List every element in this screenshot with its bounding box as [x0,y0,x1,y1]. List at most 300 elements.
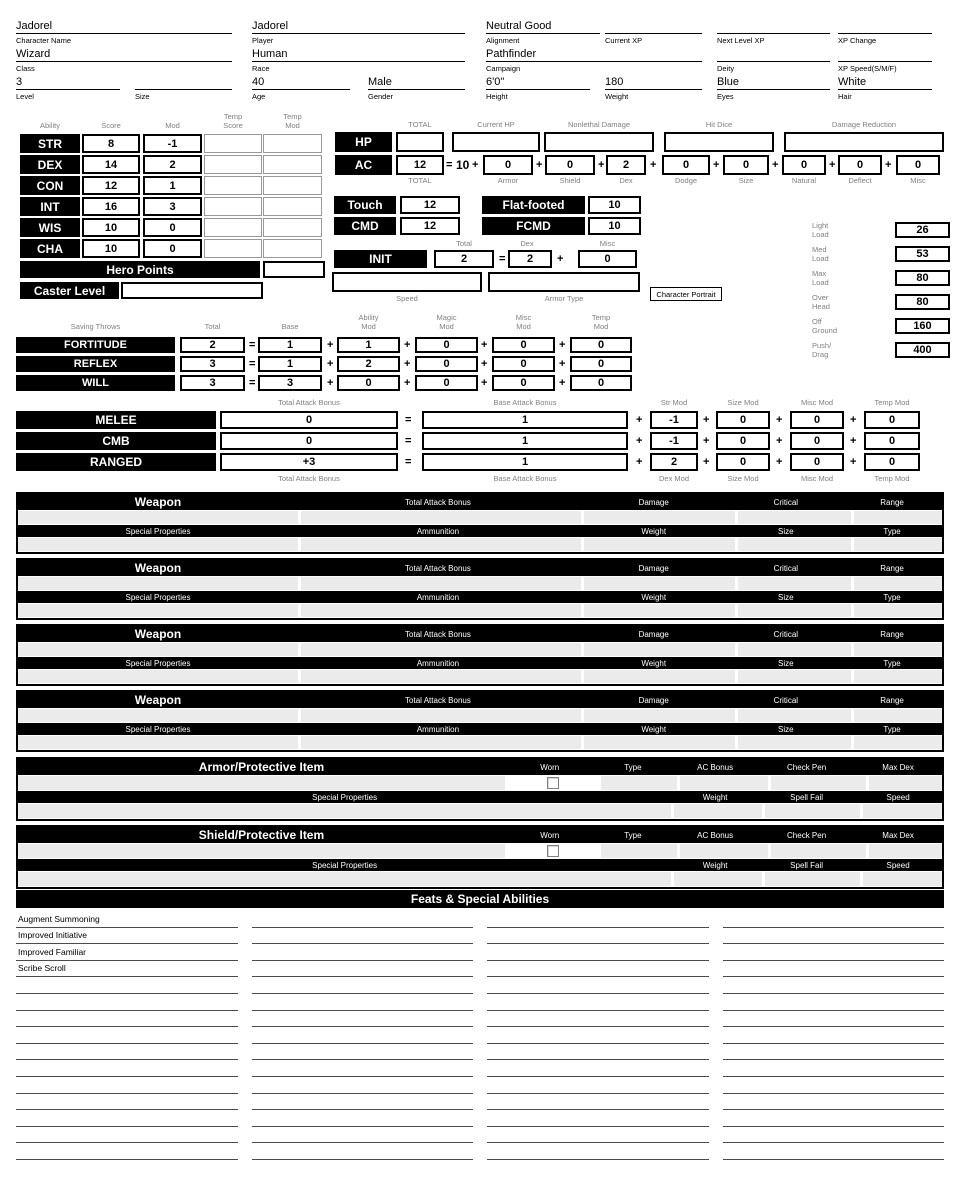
ac-dodge-field[interactable]: 0 [662,155,710,175]
attack-bottom-header-dex: Dex Mod [658,474,689,483]
ability-score-int[interactable]: 16 [82,197,140,216]
armoritem-spell-fail-field[interactable] [765,872,860,886]
worn-checkbox[interactable] [547,845,559,857]
feat-line[interactable] [723,1060,945,1077]
feat-line[interactable] [16,977,238,994]
save-reflex-temp[interactable]: 0 [570,356,632,372]
attack-bottom-header-total: Total Attack Bonus [278,474,340,483]
ranged-temp-field[interactable]: 0 [864,453,920,471]
weapon-name-field[interactable] [18,709,298,722]
ability-score-con[interactable]: 12 [82,176,140,195]
hero-points-value[interactable] [263,261,325,278]
init-misc-field[interactable]: 0 [578,250,637,268]
init-header-total: Total [456,239,472,248]
ability-score-wis[interactable]: 10 [82,218,140,237]
armoritem-header-special: Special Properties [312,792,378,802]
cmb-misc-field[interactable]: 0 [790,432,844,450]
next-level-xp-value[interactable] [717,19,830,34]
cmd-field[interactable]: 12 [400,217,460,235]
load-max-line2: Load [812,277,829,287]
saves-header-total: Total [204,322,221,331]
feat-line[interactable] [16,1110,238,1127]
load-med-field[interactable]: 53 [895,246,950,262]
feats-column-3 [487,911,709,1160]
saves-ability-line1: Ability [358,313,379,322]
ranged-total-field[interactable]: +3 [220,453,398,471]
field-weight [605,75,702,101]
hp-header-hit-dice: Hit Dice [705,120,733,129]
save-will-ability[interactable]: 0 [337,375,400,391]
weapon-size-field[interactable] [738,736,851,749]
feat-line[interactable] [487,961,709,978]
feat-line[interactable] [252,928,474,945]
save-fort-plus3: + [481,339,488,351]
weapon-name-field[interactable] [18,511,298,524]
feat-line[interactable] [487,1027,709,1044]
ranged-misc-field[interactable]: 0 [790,453,844,471]
weapon-title: Weapon [134,495,182,509]
flat-footed-field[interactable]: 10 [588,196,641,214]
flat-footed-label: Flat-footed [482,196,585,214]
weapon-header-weight: Weight [641,724,667,734]
weapon-damage-field[interactable] [584,643,736,656]
weapon-total-field[interactable] [301,643,581,656]
feat-line[interactable] [252,1011,474,1028]
load-pushdrag-field[interactable]: 400 [895,342,950,358]
field-current-xp [605,19,702,45]
feat-line[interactable] [16,994,238,1011]
armoritem-weight-field[interactable] [674,872,762,886]
armoritem-header-weight: Weight [702,860,728,870]
save-fortitude-ability[interactable]: 1 [337,337,400,353]
weapon-name-field[interactable] [18,643,298,656]
hp-hit-dice-field[interactable] [664,132,774,152]
load-offground-field[interactable]: 160 [895,318,950,334]
save-will-temp[interactable]: 0 [570,375,632,391]
weight-value[interactable]: 180 [605,75,702,90]
feat-line[interactable]: Improved Familiar [16,944,238,961]
feat-line[interactable] [252,1027,474,1044]
feat-line[interactable] [723,1077,945,1094]
melee-size-field[interactable]: 0 [716,411,770,429]
save-will-base[interactable]: 3 [258,375,322,391]
player-value[interactable]: Jadorel [252,19,465,34]
next-level-xp-label: Next Level XP [717,35,765,45]
feat-line[interactable] [487,1143,709,1160]
saves-header-misc [492,314,555,331]
weapon-special-field[interactable] [18,604,298,617]
feat-line[interactable] [723,994,945,1011]
hp-header-total: TOTAL [408,120,432,129]
armoritem-speed-field[interactable] [863,872,942,886]
weapon-size-field[interactable] [738,604,851,617]
feat-line[interactable] [487,1011,709,1028]
ability-mod-str[interactable]: -1 [143,134,202,153]
feat-line[interactable] [252,994,474,1011]
armoritem-spell-fail-field[interactable] [765,804,860,818]
ac-size-field[interactable]: 0 [723,155,769,175]
armoritem-max-dex-field[interactable] [869,776,942,790]
weapon-type-field[interactable] [854,670,942,683]
feat-line[interactable] [16,1027,238,1044]
field-xp-speed [838,47,932,73]
weapon-range-field[interactable] [854,709,942,722]
feat-line[interactable] [723,1094,945,1111]
feat-line[interactable] [252,1060,474,1077]
melee-misc-field[interactable]: 0 [790,411,844,429]
load-light-field[interactable]: 26 [895,222,950,238]
weapon-header-size: Size [778,724,794,734]
ability-mod-con[interactable]: 1 [143,176,202,195]
weapon-total-field[interactable] [301,577,581,590]
feat-line[interactable] [16,1077,238,1094]
armoritem-speed-field[interactable] [863,804,942,818]
load-offground-line2: Ground [812,325,838,335]
weapon-special-field[interactable] [18,670,298,683]
campaign-value[interactable]: Pathfinder [486,47,702,62]
feat-line[interactable] [487,928,709,945]
armor-type-field[interactable] [488,272,640,292]
weapon-ammunition-field[interactable] [301,538,581,551]
ability-temp-score-con[interactable] [204,176,262,195]
speed-field[interactable] [332,272,482,292]
ac-dex-field[interactable]: 2 [606,155,646,175]
feat-line[interactable] [16,1011,238,1028]
hp-label: HP [335,132,392,152]
field-campaign [486,47,702,73]
class-value[interactable]: Wizard [16,47,232,62]
ability-score-dex[interactable]: 14 [82,155,140,174]
saves-magic-line1: Magic [436,313,457,322]
weapon-special-field[interactable] [18,736,298,749]
weapon-ammunition-field[interactable] [301,604,581,617]
ability-temp-mod-int[interactable] [263,197,322,216]
eyes-label: Eyes [717,91,734,101]
melee-total-field[interactable]: 0 [220,411,398,429]
weapon-ammunition-field[interactable] [301,670,581,683]
save-fortitude-total[interactable]: 2 [180,337,245,353]
weapon-weight-field[interactable] [584,538,736,551]
weapon-total-field[interactable] [301,709,581,722]
ability-score-str[interactable]: 8 [82,134,140,153]
ac-shield-field[interactable]: 0 [545,155,595,175]
armoritem-type-field[interactable] [601,844,678,858]
cmb-size-field[interactable]: 0 [716,432,770,450]
cmb-eq: = [405,435,412,447]
feat-line[interactable]: Scribe Scroll [16,961,238,978]
weapon-weight-field[interactable] [584,670,736,683]
hp-current-field[interactable] [452,132,540,152]
ability-temp-score-wis[interactable] [204,218,262,237]
weapon-critical-field[interactable] [738,643,851,656]
armoritem-header-ac-bonus: AC Bonus [697,762,734,772]
armoritem-weight-field[interactable] [674,804,762,818]
weapon-weight-field[interactable] [584,736,736,749]
cmb-plus1: + [636,435,643,447]
weapon-header-total-attack-bonus: Total Attack Bonus [405,563,471,573]
feat-line[interactable] [252,1094,474,1111]
ac-deflect-field[interactable]: 0 [838,155,882,175]
armoritem-ac-bonus-field[interactable] [680,776,768,790]
ac-natural-field[interactable]: 0 [782,155,826,175]
armoritem-check-pen-field[interactable] [771,776,866,790]
weapon-size-field[interactable] [738,670,851,683]
field-class [16,47,232,73]
melee-temp-field[interactable]: 0 [864,411,920,429]
speed-label: Speed [396,294,418,303]
feat-line[interactable] [252,1110,474,1127]
character-name-value[interactable]: Jadorel [16,19,232,34]
ability-temp-score-cha[interactable] [204,239,262,258]
ability-mod-dex[interactable]: 2 [143,155,202,174]
weapon-size-field[interactable] [738,538,851,551]
weapon-weight-field[interactable] [584,604,736,617]
ac-plus-op-7: + [829,159,836,171]
init-dex-field[interactable]: 2 [508,250,552,268]
weapon-header-range: Range [880,497,904,507]
feat-line[interactable] [487,1110,709,1127]
armoritem-ac-bonus-field[interactable] [680,844,768,858]
ac-plus-op-4: + [650,159,657,171]
feat-line[interactable] [252,977,474,994]
feat-line[interactable]: Improved Initiative [16,928,238,945]
save-fortitude-temp[interactable]: 0 [570,337,632,353]
race-value[interactable]: Human [252,47,465,62]
feat-line[interactable] [252,1077,474,1094]
feat-line[interactable] [16,1094,238,1111]
ability-temp-score-dex[interactable] [204,155,262,174]
feat-line[interactable] [723,1044,945,1061]
hp-total-field[interactable] [396,132,444,152]
hp-damage-reduction-field[interactable] [784,132,944,152]
weapon-header-special-properties: Special Properties [125,592,191,602]
ability-temp-mod-str[interactable] [263,134,322,153]
feat-line[interactable] [16,1060,238,1077]
save-reflex-ability[interactable]: 2 [337,356,400,372]
weapon-header-ammunition: Ammunition [416,526,460,536]
weapon-damage-field[interactable] [584,709,736,722]
age-value[interactable]: 40 [252,75,350,90]
feat-line[interactable] [487,944,709,961]
feat-line[interactable] [723,1027,945,1044]
ac-label-deflect: Deflect [848,176,872,185]
feat-line[interactable] [252,1044,474,1061]
save-fortitude-misc[interactable]: 0 [492,337,555,353]
ability-temp-score-int[interactable] [204,197,262,216]
save-will-total[interactable]: 3 [180,375,245,391]
weapon-range-field[interactable] [854,577,942,590]
armoritem-name-field[interactable] [18,844,505,858]
weapon-range-field[interactable] [854,511,942,524]
save-fortitude-base[interactable]: 1 [258,337,322,353]
field-deity [717,47,830,73]
touch-field[interactable]: 12 [400,196,460,214]
weapon-damage-field[interactable] [584,511,736,524]
armoritem-header-type: Type [624,762,642,772]
feat-line[interactable] [723,1127,945,1144]
ac-misc-field[interactable]: 0 [896,155,940,175]
feat-line[interactable] [16,1044,238,1061]
saves-header-ability [337,314,400,331]
ability-mod-cha[interactable]: 0 [143,239,202,258]
ability-mod-int[interactable]: 3 [143,197,202,216]
load-light-line1: Light [812,221,829,230]
weapon-type-field[interactable] [854,736,942,749]
feat-line[interactable] [487,1094,709,1111]
feat-line[interactable] [723,1143,945,1160]
melee-base-field[interactable]: 1 [422,411,628,429]
save-fortitude-magic[interactable]: 0 [415,337,478,353]
feat-line[interactable] [487,1044,709,1061]
ability-temp-score-str[interactable] [204,134,262,153]
armoritem-check-pen-field[interactable] [771,844,866,858]
fcmd-field[interactable]: 10 [588,217,641,235]
armoritem-max-dex-field[interactable] [869,844,942,858]
attack-label-melee: MELEE [16,411,216,429]
ability-mod-wis[interactable]: 0 [143,218,202,237]
weapon-total-field[interactable] [301,511,581,524]
ability-temp-mod-dex[interactable] [263,155,322,174]
ranged-size-field[interactable]: 0 [716,453,770,471]
cmb-base-field[interactable]: 1 [422,432,628,450]
weapon-critical-field[interactable] [738,577,851,590]
hp-nonlethal-field[interactable] [544,132,654,152]
weapon-type-field[interactable] [854,604,942,617]
weapon-special-field[interactable] [18,538,298,551]
height-value[interactable]: 6'0" [486,75,590,90]
saves-header-magic [415,314,478,331]
eyes-value[interactable]: Blue [717,75,830,90]
armoritem-title: Shield/Protective Item [198,828,325,842]
save-will-misc[interactable]: 0 [492,375,555,391]
feat-line[interactable] [723,977,945,994]
cmb-total-field[interactable]: 0 [220,432,398,450]
alignment-value[interactable]: Neutral Good [486,19,600,34]
ranged-stat-field[interactable]: 2 [650,453,698,471]
weapon-header-type: Type [883,526,901,536]
ac-armor-field[interactable]: 0 [483,155,533,175]
weapon-name-field[interactable] [18,577,298,590]
feat-line[interactable] [252,911,474,928]
ability-temp-mod-cha[interactable] [263,239,322,258]
height-label: Height [486,91,508,101]
size-value[interactable] [135,75,232,90]
feat-line[interactable] [723,928,945,945]
armoritem-type-field[interactable] [601,776,678,790]
weapon-block-4 [16,690,944,752]
feat-line[interactable] [487,1127,709,1144]
gender-value[interactable]: Male [368,75,465,90]
save-reflex-base[interactable]: 1 [258,356,322,372]
save-reflex-misc[interactable]: 0 [492,356,555,372]
feat-line[interactable] [723,944,945,961]
save-reflex-total[interactable]: 3 [180,356,245,372]
age-label: Age [252,91,266,101]
feat-line[interactable] [252,1127,474,1144]
xp-speed-value[interactable] [838,47,932,62]
save-will-plus4: + [559,377,566,389]
ranged-base-field[interactable]: 1 [422,453,628,471]
feat-line[interactable]: Augment Summoning [16,911,238,928]
feat-line[interactable] [252,1143,474,1160]
weapon-critical-field[interactable] [738,709,851,722]
weapon-damage-field[interactable] [584,577,736,590]
deity-value[interactable] [717,47,830,62]
save-fort-plus4: + [559,339,566,351]
level-value[interactable]: 3 [16,75,120,90]
caster-level-value[interactable] [121,282,263,299]
xp-change-value[interactable] [838,19,932,34]
armoritem-special-field[interactable] [18,804,671,818]
ranged-plus2: + [703,456,710,468]
ac-total-field[interactable]: 12 [396,155,444,175]
feat-line[interactable] [252,944,474,961]
ac-label-dex: Dex [619,176,633,185]
load-max-field[interactable]: 80 [895,270,950,286]
ac-label: AC [335,155,392,175]
feat-line[interactable] [723,911,945,928]
character-portrait-button[interactable]: Character Portrait [650,287,722,301]
ac-label-natural: Natural [791,176,817,185]
melee-stat-field[interactable]: -1 [650,411,698,429]
ability-temp-mod-con[interactable] [263,176,322,195]
field-hair [838,75,932,101]
feat-line[interactable] [487,1077,709,1094]
weapon-critical-field[interactable] [738,511,851,524]
load-overhead-field[interactable]: 80 [895,294,950,310]
current-xp-value[interactable] [605,19,702,34]
worn-checkbox[interactable] [547,777,559,789]
feat-line[interactable] [16,1127,238,1144]
armor-type-label: Armor Type [544,294,584,303]
ac-label-dodge: Dodge [674,176,698,185]
armoritem-name-field[interactable] [18,776,505,790]
feat-line[interactable] [16,1143,238,1160]
load-pushdrag-line2: Drag [812,349,829,359]
ability-score-cha[interactable]: 10 [82,239,140,258]
ability-temp-mod-wis[interactable] [263,218,322,237]
feat-line[interactable] [487,1060,709,1077]
feat-line[interactable] [487,911,709,928]
weapon-block-1 [16,492,944,554]
load-med-line2: Load [812,253,829,263]
cmb-temp-field[interactable]: 0 [864,432,920,450]
feat-line[interactable] [723,1110,945,1127]
hair-value[interactable]: White [838,75,932,90]
feat-line[interactable] [723,1011,945,1028]
ranged-plus3: + [776,456,783,468]
save-will-magic[interactable]: 0 [415,375,478,391]
ac-label-shield: Shield [559,176,581,185]
weapon-header-critical: Critical [773,695,799,705]
feat-line[interactable] [487,994,709,1011]
feat-line[interactable] [723,961,945,978]
feat-line[interactable] [252,961,474,978]
weapon-ammunition-field[interactable] [301,736,581,749]
init-total-field[interactable]: 2 [434,250,494,268]
cmb-stat-field[interactable]: -1 [650,432,698,450]
feat-line[interactable] [487,977,709,994]
armoritem-special-field[interactable] [18,872,671,886]
armor-block [16,757,944,821]
weapon-range-field[interactable] [854,643,942,656]
shield-block [16,825,944,889]
save-reflex-magic[interactable]: 0 [415,356,478,372]
save-will-plus3: + [481,377,488,389]
player-label: Player [252,35,274,45]
weapon-type-field[interactable] [854,538,942,551]
saves-temp-line2: Mod [593,321,609,331]
